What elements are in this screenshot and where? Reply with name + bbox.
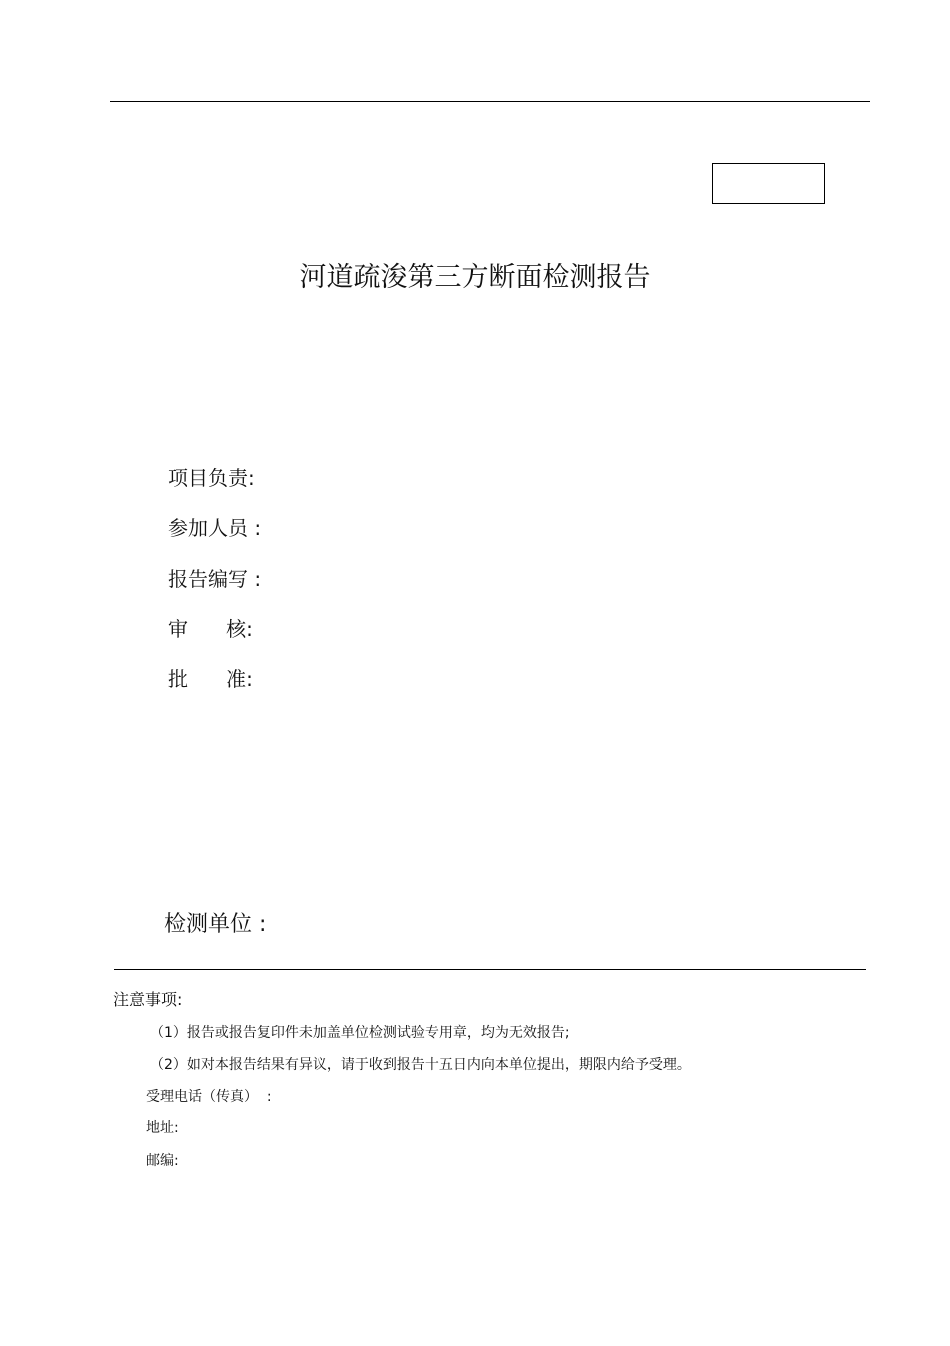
note-item-1: （1）报告或报告复印件未加盖单位检测试验专用章，均为无效报告; [150, 1025, 570, 1041]
note-item-2: （2）如对本报告结果有异议，请于收到报告十五日内向本单位提出，期限内给予受理。 [150, 1057, 691, 1073]
top-divider [110, 101, 870, 102]
address-label: 地址: [146, 1120, 179, 1136]
participants-label: 参加人员 : [168, 516, 262, 540]
approver-label: 批 准: [168, 667, 253, 691]
testing-unit-label: 检测单位 : [164, 912, 267, 937]
notes-divider [114, 969, 866, 970]
notes-heading: 注意事项: [113, 990, 183, 1009]
postcode-label: 邮编: [146, 1153, 179, 1169]
reviewer-label: 审 核: [168, 617, 253, 641]
phone-label: 受理电话（传真） : [146, 1089, 272, 1105]
report-number-box [712, 163, 825, 204]
report-writer-label: 报告编写 : [168, 567, 262, 591]
report-title: 河道疏浚第三方断面检测报告 [299, 262, 651, 293]
project-lead-label: 项目负责: [168, 466, 255, 490]
